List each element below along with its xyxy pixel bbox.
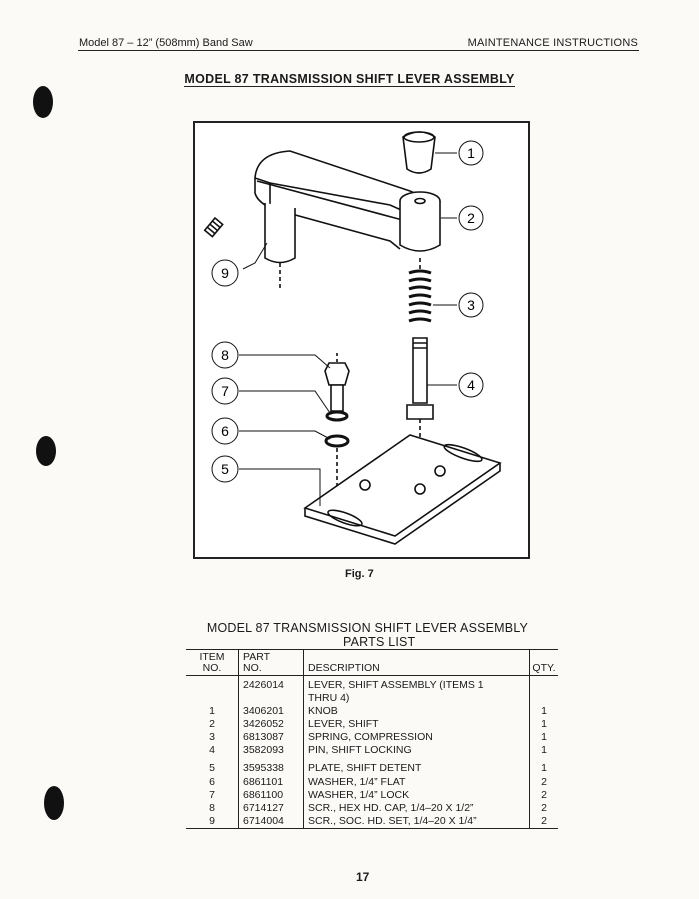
callout-6 — [212, 418, 238, 444]
cell-description: LEVER, SHIFT ASSEMBLY (ITEMS 1 — [304, 676, 530, 693]
callout-7 — [212, 378, 238, 404]
cell-part: 3582093 — [239, 744, 304, 757]
cell-qty: 2 — [541, 788, 547, 801]
cell-part: 3595338 — [239, 757, 304, 775]
binder-hole-middle — [36, 436, 56, 466]
header-qty: QTY. — [530, 650, 559, 676]
callout-8 — [212, 342, 238, 368]
cell-item: 5 — [186, 757, 239, 775]
cell-description: SCR., HEX HD. CAP, 1/4–20 X 1/2” — [304, 802, 530, 815]
page-title — [0, 72, 699, 86]
callout-1 — [459, 141, 483, 165]
table-row — [186, 676, 558, 693]
table-row — [186, 705, 558, 718]
cell-qty — [530, 676, 559, 693]
cell-description: PIN, SHIFT LOCKING — [304, 744, 530, 757]
page-number: 17 — [356, 870, 370, 884]
parts-list-subtitle — [343, 635, 415, 649]
callout-2 — [459, 206, 483, 230]
cell-part: 3406201 — [239, 705, 304, 718]
callout-6-label: 6 — [221, 423, 229, 439]
callout-9-label: 9 — [221, 265, 229, 281]
cell-part: 6813087 — [239, 731, 304, 744]
table-row — [186, 776, 558, 789]
parts-list-subtitle-text: PARTS LIST — [343, 635, 416, 649]
callout-5-label: 5 — [221, 461, 229, 477]
header-item-line2: NO. — [202, 662, 222, 674]
callout-2-label: 2 — [467, 210, 475, 226]
table-row — [186, 731, 558, 744]
cell-item: 8 — [186, 802, 239, 815]
header-part-line2: NO. — [243, 662, 262, 674]
callout-7-label: 7 — [221, 383, 229, 399]
cell-description: SPRING, COMPRESSION — [304, 731, 530, 744]
cell-item: 6 — [186, 776, 239, 789]
cell-item — [186, 676, 239, 693]
cell-item: 3 — [186, 731, 239, 744]
cell-description: THRU 4) — [304, 692, 530, 705]
callout-5 — [212, 456, 238, 482]
cell-qty: 1 — [541, 762, 547, 775]
header-item — [186, 650, 239, 676]
binder-hole-bottom — [44, 786, 64, 820]
knob — [403, 132, 435, 173]
cell-item: 4 — [186, 744, 239, 757]
cell-item — [186, 692, 239, 705]
cell-description: WASHER, 1/4” LOCK — [304, 789, 530, 802]
locking-pin-hex — [407, 405, 433, 419]
lever-hub-body — [400, 201, 440, 251]
cell-item: 2 — [186, 718, 239, 731]
callout-9 — [212, 260, 238, 286]
cell-part: 6714127 — [239, 802, 304, 815]
cell-qty — [530, 692, 559, 705]
binder-hole-top — [33, 86, 53, 118]
parts-table-header — [186, 650, 558, 676]
cell-part: 2426014 — [239, 676, 304, 693]
header-title: Model 87 – 12” (508mm) Band Saw — [79, 37, 253, 49]
exploded-diagram — [193, 121, 530, 559]
cell-part — [239, 692, 304, 705]
cell-part: 6714004 — [239, 815, 304, 829]
cell-item: 1 — [186, 705, 239, 718]
page-title-text: MODEL 87 TRANSMISSION SHIFT LEVER ASSEMBLY — [184, 72, 515, 86]
cell-qty: 2 — [541, 801, 547, 814]
callout-3 — [459, 293, 483, 317]
table-row — [186, 692, 558, 705]
table-row — [186, 802, 558, 815]
lever-pillar — [265, 203, 295, 263]
cell-description: WASHER, 1/4” FLAT — [304, 776, 530, 789]
callout-4 — [459, 373, 483, 397]
header-description: DESCRIPTION — [304, 650, 530, 676]
cell-part: 6861101 — [239, 776, 304, 789]
flat-washer — [326, 436, 348, 446]
cell-item: 9 — [186, 815, 239, 829]
set-screw — [205, 218, 223, 237]
table-row — [186, 789, 558, 802]
header-part — [239, 650, 304, 676]
callout-8-label: 8 — [221, 347, 229, 363]
cell-description: LEVER, SHIFT — [304, 718, 530, 731]
parts-list-title: MODEL 87 TRANSMISSION SHIFT LEVER ASSEMBLY — [206, 621, 529, 635]
figure-caption: Fig. 7 — [345, 568, 374, 580]
header-item-line1: ITEM — [199, 651, 225, 663]
compression-spring — [409, 271, 431, 321]
assembly-drawing — [195, 123, 528, 557]
cell-description: PLATE, SHIFT DETENT — [304, 757, 530, 775]
table-row — [186, 757, 558, 775]
table-row — [186, 815, 558, 829]
cell-item: 7 — [186, 789, 239, 802]
header-section: MAINTENANCE INSTRUCTIONS — [467, 37, 638, 49]
callout-3-label: 3 — [467, 297, 475, 313]
cell-qty: 1 — [541, 705, 547, 718]
cell-qty: 2 — [530, 815, 559, 829]
cell-description: SCR., SOC. HD. SET, 1/4–20 X 1/4” — [304, 815, 530, 829]
parts-table — [186, 649, 558, 829]
table-row — [186, 744, 558, 757]
cell-qty: 1 — [541, 731, 547, 744]
header-part-line1: PART — [243, 651, 271, 663]
header-rule — [78, 50, 639, 51]
cell-qty: 2 — [541, 775, 547, 788]
cell-description: KNOB — [304, 705, 530, 718]
cell-part: 3426052 — [239, 718, 304, 731]
cell-part: 6861100 — [239, 789, 304, 802]
callout-4-label: 4 — [467, 377, 475, 393]
lock-washer — [327, 412, 347, 420]
cell-qty: 1 — [541, 744, 547, 757]
cell-qty: 1 — [541, 718, 547, 731]
callout-1-label: 1 — [467, 145, 475, 161]
table-row — [186, 718, 558, 731]
